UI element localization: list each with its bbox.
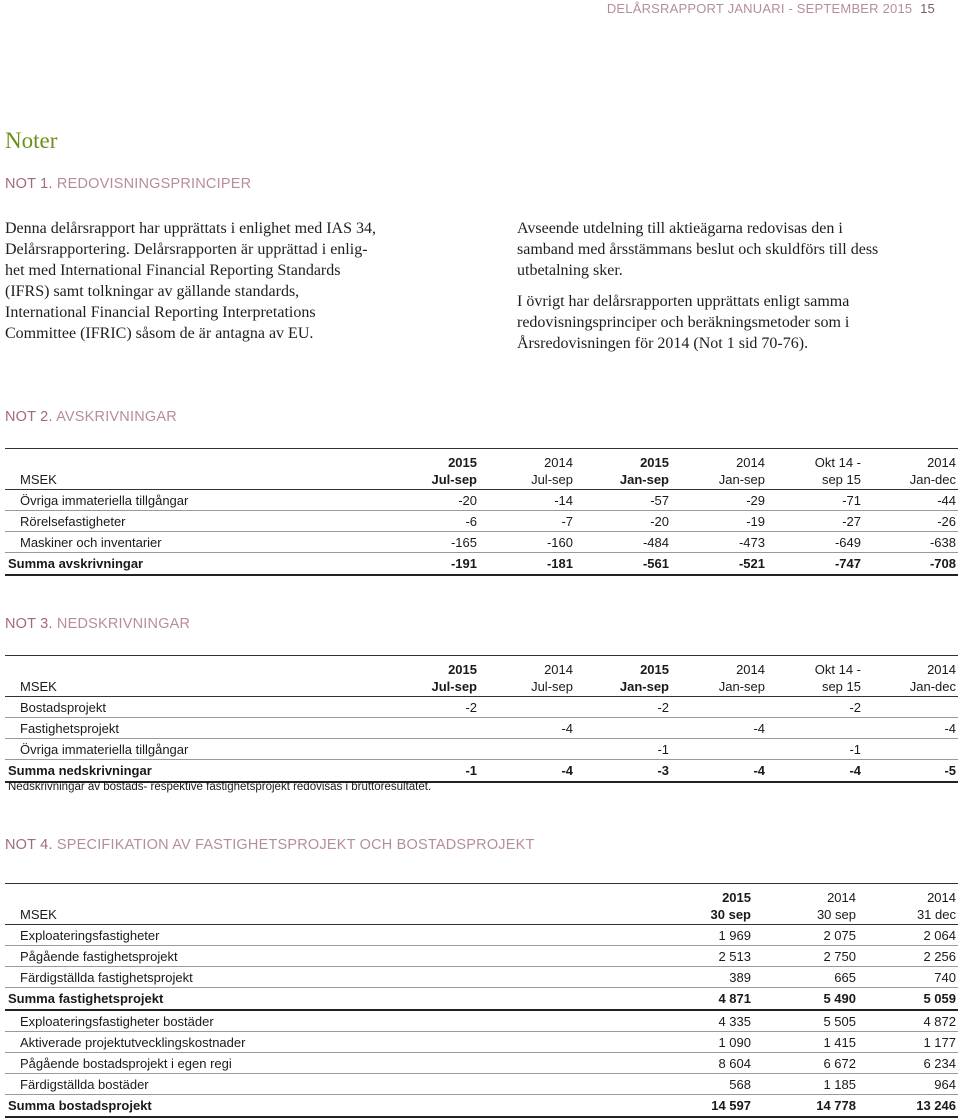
cell-value: -1 <box>575 739 671 760</box>
note3-number: NOT 3. <box>5 616 53 632</box>
total-label: Summa avskrivningar <box>5 553 383 576</box>
cell-value: 2 075 <box>753 925 858 946</box>
table-row <box>5 532 958 553</box>
cell-value <box>479 697 575 718</box>
cell-value: 4 872 <box>858 1010 958 1032</box>
cell-value: -160 <box>479 532 575 553</box>
cell-value: 6 234 <box>858 1053 958 1074</box>
table-row <box>5 1053 958 1074</box>
note1-left-text <box>5 218 485 344</box>
cell-value: -473 <box>671 532 767 553</box>
note4-title: SPECIFIKATION AV FASTIGHETSPROJEKT OCH BOSTADSPROJEKT <box>56 837 535 853</box>
column-period: Jan-sep <box>575 677 671 697</box>
row-label: Färdigställda bostäder <box>5 1074 575 1095</box>
cell-value <box>383 718 479 739</box>
unit-label: MSEK <box>5 905 575 925</box>
table-header-years <box>5 449 958 471</box>
cell-value: -27 <box>767 511 863 532</box>
cell-value: -14 <box>479 490 575 511</box>
note1-paragraph-principles <box>517 291 957 354</box>
report-title: DELÅRSRAPPORT JANUARI - SEPTEMBER 2015 <box>606 1 913 16</box>
column-period: sep 15 <box>767 470 863 490</box>
cell-value: -7 <box>479 511 575 532</box>
total-value: 14 778 <box>753 1095 858 1118</box>
cell-value: 5 505 <box>753 1010 858 1032</box>
total-value: -4 <box>479 760 575 783</box>
table-row <box>5 718 958 739</box>
note2-heading <box>5 409 177 425</box>
cell-value: 665 <box>753 967 858 988</box>
column-period: Jan-dec <box>863 470 958 490</box>
total-label: Summa fastighetsprojekt <box>5 988 575 1011</box>
cell-value: -57 <box>575 490 671 511</box>
cell-value: 740 <box>858 967 958 988</box>
total-value: -747 <box>767 553 863 576</box>
cell-value: -4 <box>671 718 767 739</box>
note1-right-text <box>517 218 957 364</box>
column-period: Jul-sep <box>383 677 479 697</box>
impairment-footnote: Nedskrivningar av bostads- respektive fastighetsprojekt redovisas i bruttoresultatet. <box>8 781 432 793</box>
text-line: redovisningsprinciper och beräkningsmetoder som i <box>517 314 850 331</box>
total-label: Summa bostadsprojekt <box>5 1095 575 1118</box>
cell-value <box>479 739 575 760</box>
cell-value: -19 <box>671 511 767 532</box>
text-line: Årsredovisningen för 2014 (Not 1 sid 70-76). <box>517 335 809 352</box>
cell-value: 1 415 <box>753 1032 858 1053</box>
table-row <box>5 925 958 946</box>
cell-value: -2 <box>383 697 479 718</box>
cell-value: -165 <box>383 532 479 553</box>
cell-value: -26 <box>863 511 958 532</box>
cell-value: 2 750 <box>753 946 858 967</box>
row-label: Bostadsprojekt <box>5 697 383 718</box>
total-value: 4 871 <box>575 988 753 1011</box>
note1-number: NOT 1. <box>5 176 53 192</box>
text-line: Denna delårsrapport har upprättats i enlighet med IAS 34, <box>5 220 376 237</box>
column-year: Okt 14 - <box>767 656 863 678</box>
row-label: Aktiverade projektutvecklingskostnader <box>5 1032 575 1053</box>
note4-heading <box>5 837 535 853</box>
total-value: 5 490 <box>753 988 858 1011</box>
column-year: 2015 <box>575 656 671 678</box>
total-value: -561 <box>575 553 671 576</box>
text-line: I övrigt har delårsrapporten upprättats enligt samma <box>517 293 850 310</box>
note1-paragraph-dividend <box>517 218 957 281</box>
text-line: (IFRS) samt tolkningar av gällande standards, <box>5 283 300 300</box>
column-year: 2014 <box>858 884 958 906</box>
text-line: Committee (IFRIC) såsom de är antagna av EU. <box>5 325 314 342</box>
unit-label: MSEK <box>5 470 383 490</box>
total-value: -181 <box>479 553 575 576</box>
cell-value: 2 064 <box>858 925 958 946</box>
table-row <box>5 511 958 532</box>
cell-value: 568 <box>575 1074 753 1095</box>
cell-value <box>575 718 671 739</box>
column-period: sep 15 <box>767 677 863 697</box>
cell-value: -20 <box>383 490 479 511</box>
cell-value <box>863 739 958 760</box>
table-row <box>5 1074 958 1095</box>
column-period: 30 sep <box>575 905 753 925</box>
column-year: Okt 14 - <box>767 449 863 471</box>
text-line: het med International Financial Reporting Standards <box>5 262 341 279</box>
table-row <box>5 946 958 967</box>
impairment-table <box>5 655 958 783</box>
note2-title: AVSKRIVNINGAR <box>56 409 177 425</box>
cell-value: -2 <box>767 697 863 718</box>
row-label: Pågående fastighetsprojekt <box>5 946 575 967</box>
row-label: Maskiner och inventarier <box>5 532 383 553</box>
table-row <box>5 490 958 511</box>
cell-value: 6 672 <box>753 1053 858 1074</box>
page-number: 15 <box>920 1 935 16</box>
text-line: Avseende utdelning till aktieägarna redovisas den i <box>517 220 843 237</box>
unit-label: MSEK <box>5 677 383 697</box>
text-line: Delårsrapportering. Delårsrapporten är upprättad i enlig- <box>5 241 368 258</box>
note4-number: NOT 4. <box>5 837 53 853</box>
total-value: -1 <box>383 760 479 783</box>
note3-heading <box>5 616 190 632</box>
cell-value: 964 <box>858 1074 958 1095</box>
cell-value: -6 <box>383 511 479 532</box>
column-period: Jan-sep <box>671 677 767 697</box>
note2-number: NOT 2. <box>5 409 53 425</box>
cell-value: 1 090 <box>575 1032 753 1053</box>
table-header-years <box>5 884 958 906</box>
cell-value: 1 185 <box>753 1074 858 1095</box>
total-value: 5 059 <box>858 988 958 1011</box>
cell-value: 1 969 <box>575 925 753 946</box>
column-period: 31 dec <box>858 905 958 925</box>
total-value: -521 <box>671 553 767 576</box>
column-period: Jan-dec <box>863 677 958 697</box>
table-total-row <box>5 553 958 576</box>
column-year: 2014 <box>479 449 575 471</box>
total-value: -3 <box>575 760 671 783</box>
column-period: Jul-sep <box>479 677 575 697</box>
column-year: 2015 <box>575 449 671 471</box>
cell-value: -44 <box>863 490 958 511</box>
text-line: utbetalning sker. <box>517 262 623 279</box>
table-row <box>5 1032 958 1053</box>
page-title: Noter <box>5 128 58 153</box>
cell-value <box>383 739 479 760</box>
note1-title: REDOVISNINGSPRINCIPER <box>56 176 252 192</box>
total-value: -191 <box>383 553 479 576</box>
row-label: Övriga immateriella tillgångar <box>5 739 383 760</box>
cell-value: -29 <box>671 490 767 511</box>
cell-value: 4 335 <box>575 1010 753 1032</box>
note1-heading <box>5 176 251 192</box>
total-value: -4 <box>671 760 767 783</box>
cell-value <box>767 718 863 739</box>
row-label: Rörelsefastigheter <box>5 511 383 532</box>
note3-title: NEDSKRIVNINGAR <box>56 616 191 632</box>
cell-value: 1 177 <box>858 1032 958 1053</box>
table-row <box>5 1010 958 1032</box>
depreciation-table <box>5 448 958 576</box>
table-header-periods <box>5 470 958 490</box>
total-value: -5 <box>863 760 958 783</box>
cell-value <box>671 739 767 760</box>
cell-value: -649 <box>767 532 863 553</box>
column-year: 2014 <box>863 656 958 678</box>
row-label: Exploateringsfastigheter bostäder <box>5 1010 575 1032</box>
column-year: 2014 <box>671 449 767 471</box>
column-period: 30 sep <box>753 905 858 925</box>
cell-value: -638 <box>863 532 958 553</box>
column-year: 2015 <box>383 656 479 678</box>
text-line: samband med årsstämmans beslut och skuldförs till dess <box>517 241 879 258</box>
cell-value: 8 604 <box>575 1053 753 1074</box>
column-period: Jul-sep <box>383 470 479 490</box>
projects-table <box>5 883 958 1118</box>
cell-value: -4 <box>863 718 958 739</box>
table-row <box>5 739 958 760</box>
row-label: Pågående bostadsprojekt i egen regi <box>5 1053 575 1074</box>
table-row <box>5 697 958 718</box>
cell-value: 2 513 <box>575 946 753 967</box>
column-year: 2014 <box>863 449 958 471</box>
table-total-row <box>5 1095 958 1118</box>
row-label: Exploateringsfastigheter <box>5 925 575 946</box>
column-period: Jul-sep <box>479 470 575 490</box>
row-label: Fastighetsprojekt <box>5 718 383 739</box>
cell-value <box>671 697 767 718</box>
table-header-periods <box>5 677 958 697</box>
cell-value: 389 <box>575 967 753 988</box>
column-year: 2014 <box>671 656 767 678</box>
column-year: 2015 <box>575 884 753 906</box>
table-row <box>5 967 958 988</box>
cell-value: 2 256 <box>858 946 958 967</box>
cell-value: -20 <box>575 511 671 532</box>
total-value: 13 246 <box>858 1095 958 1118</box>
row-label: Färdigställda fastighetsprojekt <box>5 967 575 988</box>
cell-value: -71 <box>767 490 863 511</box>
total-value: -708 <box>863 553 958 576</box>
total-value: 14 597 <box>575 1095 753 1118</box>
cell-value <box>863 697 958 718</box>
table-total-row <box>5 988 958 1011</box>
total-label: Summa nedskrivningar <box>5 760 383 783</box>
column-year: 2015 <box>383 449 479 471</box>
page-header <box>607 1 935 16</box>
text-line: International Financial Reporting Interpretations <box>5 304 316 321</box>
total-value: -4 <box>767 760 863 783</box>
table-header-years <box>5 656 958 678</box>
column-year: 2014 <box>753 884 858 906</box>
cell-value: -1 <box>767 739 863 760</box>
cell-value: -484 <box>575 532 671 553</box>
column-period: Jan-sep <box>575 470 671 490</box>
row-label: Övriga immateriella tillgångar <box>5 490 383 511</box>
table-header-periods <box>5 905 958 925</box>
table-total-row <box>5 760 958 783</box>
column-period: Jan-sep <box>671 470 767 490</box>
cell-value: -4 <box>479 718 575 739</box>
column-year: 2014 <box>479 656 575 678</box>
cell-value: -2 <box>575 697 671 718</box>
